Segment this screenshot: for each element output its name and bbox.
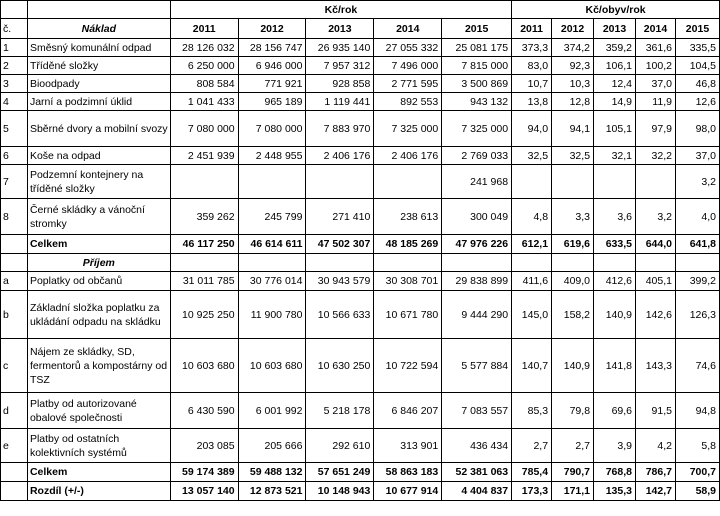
empty-cell (594, 254, 636, 272)
value-per-capita: 98,0 (675, 111, 719, 147)
row-number: 1 (1, 39, 28, 57)
header-num: č. (1, 19, 28, 39)
value-per-capita: 74,6 (675, 339, 719, 393)
value-per-capita: 69,6 (594, 393, 636, 429)
value-per-capita: 94,8 (675, 393, 719, 429)
header-year: 2013 (594, 19, 636, 39)
value-total: 771 921 (238, 75, 306, 93)
value-per-capita: 32,5 (512, 147, 552, 165)
value-per-capita: 2,7 (552, 429, 594, 463)
row-number: a (1, 272, 28, 291)
value-per-capita: 3,2 (636, 199, 676, 235)
prijem-row (1, 393, 720, 429)
row-label: Černé skládky a vánoční stromky (27, 199, 170, 235)
value-total: 27 055 332 (374, 39, 442, 57)
value-total: 7 080 000 (170, 111, 238, 147)
header-year: 2013 (306, 19, 374, 39)
row-number: b (1, 291, 28, 339)
value-total (374, 165, 442, 199)
value-per-capita: 4,0 (675, 199, 719, 235)
row-label: Poplatky od občanů (27, 272, 170, 291)
value-per-capita: 12,8 (552, 93, 594, 111)
header-group-row (1, 1, 720, 19)
value-total: 6 846 207 (374, 393, 442, 429)
value-per-capita: 79,8 (552, 393, 594, 429)
value-per-capita: 140,9 (552, 339, 594, 393)
row-number (1, 235, 28, 254)
value-total: 46 117 250 (170, 235, 238, 254)
value-total: 11 900 780 (238, 291, 306, 339)
header-year: 2014 (636, 19, 676, 39)
value-per-capita: 32,5 (552, 147, 594, 165)
value-per-capita: 91,5 (636, 393, 676, 429)
row-number: 8 (1, 199, 28, 235)
value-per-capita: 4,8 (512, 199, 552, 235)
row-number: 7 (1, 165, 28, 199)
value-per-capita: 14,9 (594, 93, 636, 111)
value-total: 25 081 175 (442, 39, 512, 57)
value-total: 7 325 000 (442, 111, 512, 147)
value-total: 10 722 594 (374, 339, 442, 393)
value-per-capita: 12,4 (594, 75, 636, 93)
value-per-capita: 4,2 (636, 429, 676, 463)
row-label: Koše na odpad (27, 147, 170, 165)
value-total: 965 189 (238, 93, 306, 111)
value-per-capita: 145,0 (512, 291, 552, 339)
row-label: Tříděné složky (27, 57, 170, 75)
value-per-capita: 37,0 (675, 147, 719, 165)
row-label: Nájem ze skládky, SD, fermentorů a kompostárny od TSZ (27, 339, 170, 393)
value-total: 241 968 (442, 165, 512, 199)
value-per-capita: 142,7 (636, 482, 676, 501)
value-total: 1 119 441 (306, 93, 374, 111)
value-total: 2 448 955 (238, 147, 306, 165)
value-total (238, 165, 306, 199)
value-per-capita: 140,7 (512, 339, 552, 393)
value-total: 7 957 312 (306, 57, 374, 75)
row-label: Platby od autorizované obalové společnosti (27, 393, 170, 429)
empty-cell (552, 254, 594, 272)
header-total-group: Kč/rok (170, 1, 511, 19)
value-total: 52 381 063 (442, 463, 512, 482)
value-per-capita: 361,6 (636, 39, 676, 57)
value-total: 2 451 939 (170, 147, 238, 165)
row-label: Celkem (27, 463, 170, 482)
value-per-capita: 335,5 (675, 39, 719, 57)
value-per-capita (512, 165, 552, 199)
header-years-row (1, 19, 720, 39)
value-per-capita: 3,3 (552, 199, 594, 235)
value-total: 26 935 140 (306, 39, 374, 57)
value-per-capita: 3,9 (594, 429, 636, 463)
value-total: 4 404 837 (442, 482, 512, 501)
value-per-capita: 135,3 (594, 482, 636, 501)
header-year: 2015 (675, 19, 719, 39)
value-total: 2 406 176 (374, 147, 442, 165)
value-per-capita: 37,0 (636, 75, 676, 93)
value-total: 29 838 899 (442, 272, 512, 291)
row-label: Bioodpady (27, 75, 170, 93)
value-per-capita: 12,6 (675, 93, 719, 111)
value-per-capita: 399,2 (675, 272, 719, 291)
row-label: Rozdíl (+/-) (27, 482, 170, 501)
value-per-capita: 633,5 (594, 235, 636, 254)
empty-cell (306, 254, 374, 272)
value-per-capita: 409,0 (552, 272, 594, 291)
value-total: 7 080 000 (238, 111, 306, 147)
value-per-capita: 5,8 (675, 429, 719, 463)
value-total: 59 488 132 (238, 463, 306, 482)
empty-cell (675, 254, 719, 272)
value-per-capita: 373,3 (512, 39, 552, 57)
value-total: 47 502 307 (306, 235, 374, 254)
value-per-capita: 32,1 (594, 147, 636, 165)
prijem-row (1, 272, 720, 291)
value-total: 7 083 557 (442, 393, 512, 429)
value-per-capita: 85,3 (512, 393, 552, 429)
header-year: 2011 (512, 19, 552, 39)
value-total: 30 308 701 (374, 272, 442, 291)
value-per-capita: 2,7 (512, 429, 552, 463)
prijem-row (1, 429, 720, 463)
value-per-capita: 171,1 (552, 482, 594, 501)
value-total: 1 041 433 (170, 93, 238, 111)
header-per-capita-group: Kč/obyv/rok (512, 1, 720, 19)
value-per-capita: 13,8 (512, 93, 552, 111)
value-total (170, 165, 238, 199)
value-total: 10 925 250 (170, 291, 238, 339)
header-year: 2015 (442, 19, 512, 39)
naklad-row (1, 57, 720, 75)
prijem-title-row (1, 254, 720, 272)
value-total: 7 815 000 (442, 57, 512, 75)
value-total: 28 156 747 (238, 39, 306, 57)
value-per-capita: 141,8 (594, 339, 636, 393)
value-total: 808 584 (170, 75, 238, 93)
empty-cell (170, 254, 238, 272)
value-per-capita: 412,6 (594, 272, 636, 291)
value-total: 7 883 970 (306, 111, 374, 147)
value-per-capita: 32,2 (636, 147, 676, 165)
value-per-capita: 173,3 (512, 482, 552, 501)
value-total: 12 873 521 (238, 482, 306, 501)
row-label: Podzemní kontejnery na tříděné složky (27, 165, 170, 199)
row-number (1, 463, 28, 482)
value-per-capita: 100,2 (636, 57, 676, 75)
value-total: 6 250 000 (170, 57, 238, 75)
value-total: 31 011 785 (170, 272, 238, 291)
value-total: 6 430 590 (170, 393, 238, 429)
value-total: 2 771 595 (374, 75, 442, 93)
naklad-row (1, 165, 720, 199)
empty-cell (636, 254, 676, 272)
value-per-capita: 58,9 (675, 482, 719, 501)
value-per-capita: 641,8 (675, 235, 719, 254)
header-year: 2014 (374, 19, 442, 39)
row-number: 3 (1, 75, 28, 93)
naklad-row (1, 75, 720, 93)
value-total: 292 610 (306, 429, 374, 463)
row-label: Celkem (27, 235, 170, 254)
value-total: 10 603 680 (170, 339, 238, 393)
prijem-total-row (1, 463, 720, 482)
value-per-capita: 3,2 (675, 165, 719, 199)
value-per-capita: 94,1 (552, 111, 594, 147)
value-per-capita: 786,7 (636, 463, 676, 482)
row-number: c (1, 339, 28, 393)
value-per-capita (636, 165, 676, 199)
naklad-row (1, 147, 720, 165)
value-per-capita: 700,7 (675, 463, 719, 482)
value-total: 3 500 869 (442, 75, 512, 93)
value-per-capita: 97,9 (636, 111, 676, 147)
value-per-capita: 83,0 (512, 57, 552, 75)
value-total: 48 185 269 (374, 235, 442, 254)
value-per-capita: 10,7 (512, 75, 552, 93)
value-total: 2 406 176 (306, 147, 374, 165)
naklad-row (1, 111, 720, 147)
value-total: 58 863 183 (374, 463, 442, 482)
header-year: 2012 (552, 19, 594, 39)
value-per-capita: 143,3 (636, 339, 676, 393)
value-per-capita: 94,0 (512, 111, 552, 147)
value-per-capita: 46,8 (675, 75, 719, 93)
value-per-capita: 105,1 (594, 111, 636, 147)
empty-cell (512, 254, 552, 272)
value-total: 2 769 033 (442, 147, 512, 165)
value-total: 57 651 249 (306, 463, 374, 482)
row-number: e (1, 429, 28, 463)
value-total: 5 577 884 (442, 339, 512, 393)
row-number: 6 (1, 147, 28, 165)
value-per-capita: 405,1 (636, 272, 676, 291)
value-total: 13 057 140 (170, 482, 238, 501)
value-total: 238 613 (374, 199, 442, 235)
value-total: 10 566 633 (306, 291, 374, 339)
value-per-capita: 374,2 (552, 39, 594, 57)
value-per-capita: 619,6 (552, 235, 594, 254)
value-per-capita: 126,3 (675, 291, 719, 339)
empty-cell (442, 254, 512, 272)
value-per-capita: 104,5 (675, 57, 719, 75)
value-per-capita: 768,8 (594, 463, 636, 482)
value-total: 203 085 (170, 429, 238, 463)
table-body (1, 1, 720, 501)
value-total: 436 434 (442, 429, 512, 463)
value-per-capita: 785,4 (512, 463, 552, 482)
value-per-capita: 3,6 (594, 199, 636, 235)
value-total: 28 126 032 (170, 39, 238, 57)
value-per-capita: 790,7 (552, 463, 594, 482)
value-per-capita: 612,1 (512, 235, 552, 254)
row-number (1, 254, 28, 272)
value-total: 271 410 (306, 199, 374, 235)
row-number: d (1, 393, 28, 429)
difference-row (1, 482, 720, 501)
value-total: 313 901 (374, 429, 442, 463)
value-total: 10 603 680 (238, 339, 306, 393)
naklad-total-row (1, 235, 720, 254)
value-total: 10 671 780 (374, 291, 442, 339)
value-total: 10 148 943 (306, 482, 374, 501)
value-total: 6 946 000 (238, 57, 306, 75)
value-total: 928 858 (306, 75, 374, 93)
row-label: Sběrné dvory a mobilní svozy (27, 111, 170, 147)
section-title-naklad: Náklad (27, 19, 170, 39)
header-year: 2012 (238, 19, 306, 39)
value-total (306, 165, 374, 199)
row-label: Jarní a podzimní úklid (27, 93, 170, 111)
value-total: 47 976 226 (442, 235, 512, 254)
row-label: Směsný komunální odpad (27, 39, 170, 57)
empty-cell (238, 254, 306, 272)
prijem-row (1, 291, 720, 339)
value-total: 943 132 (442, 93, 512, 111)
naklad-row (1, 199, 720, 235)
value-total: 59 174 389 (170, 463, 238, 482)
value-per-capita: 644,0 (636, 235, 676, 254)
value-total: 30 943 579 (306, 272, 374, 291)
value-total: 10 677 914 (374, 482, 442, 501)
row-number (1, 482, 28, 501)
value-per-capita: 140,9 (594, 291, 636, 339)
value-total: 892 553 (374, 93, 442, 111)
naklad-row (1, 39, 720, 57)
value-total: 46 614 611 (238, 235, 306, 254)
value-per-capita (594, 165, 636, 199)
naklad-row (1, 93, 720, 111)
value-total: 205 666 (238, 429, 306, 463)
value-per-capita: 106,1 (594, 57, 636, 75)
value-total: 5 218 178 (306, 393, 374, 429)
value-total: 30 776 014 (238, 272, 306, 291)
value-per-capita (552, 165, 594, 199)
value-total: 359 262 (170, 199, 238, 235)
value-per-capita: 10,3 (552, 75, 594, 93)
value-per-capita: 158,2 (552, 291, 594, 339)
row-number: 2 (1, 57, 28, 75)
value-per-capita: 411,6 (512, 272, 552, 291)
value-per-capita: 11,9 (636, 93, 676, 111)
value-total: 10 630 250 (306, 339, 374, 393)
value-total: 6 001 992 (238, 393, 306, 429)
value-total: 7 496 000 (374, 57, 442, 75)
section-title-prijem: Příjem (27, 254, 170, 272)
row-label: Platby od ostatních kolektivních systémů (27, 429, 170, 463)
row-number: 4 (1, 93, 28, 111)
value-per-capita: 92,3 (552, 57, 594, 75)
header-year: 2011 (170, 19, 238, 39)
row-number: 5 (1, 111, 28, 147)
value-total: 7 325 000 (374, 111, 442, 147)
value-per-capita: 142,6 (636, 291, 676, 339)
value-total: 245 799 (238, 199, 306, 235)
value-total: 9 444 290 (442, 291, 512, 339)
value-per-capita: 359,2 (594, 39, 636, 57)
empty-cell (374, 254, 442, 272)
prijem-row (1, 339, 720, 393)
value-total: 300 049 (442, 199, 512, 235)
row-label: Základní složka poplatku za ukládání odpadu na skládku (27, 291, 170, 339)
